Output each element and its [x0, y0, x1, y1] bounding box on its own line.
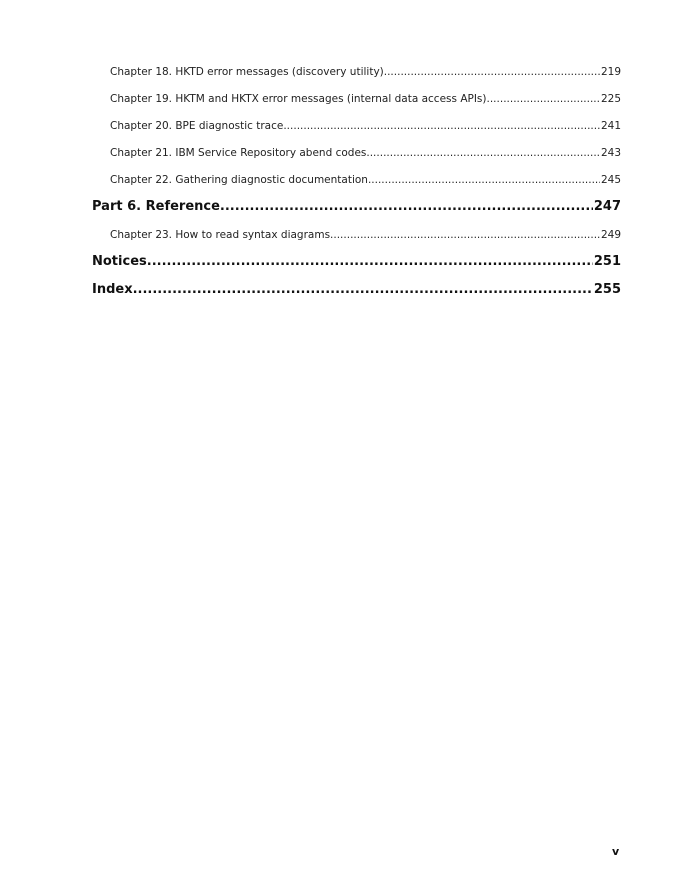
toc-entry-title: Chapter 19. HKTM and HKTX error messages (internal data access APIs): [110, 93, 487, 105]
toc-entry-page: 247: [593, 199, 621, 214]
toc-entry-page: 249: [600, 229, 621, 241]
dot-leader: [368, 170, 600, 190]
dot-leader: [384, 62, 600, 82]
toc-entry-chapter-20[interactable]: [110, 116, 621, 143]
dot-leader: [133, 280, 593, 300]
toc-entry-chapter-23[interactable]: [110, 225, 621, 252]
dot-leader: [330, 225, 600, 245]
table-of-contents: [92, 62, 621, 308]
toc-entry-page: 243: [600, 147, 621, 159]
dot-leader: [487, 89, 600, 109]
dot-leader: [283, 116, 600, 136]
dot-leader: [220, 197, 593, 217]
page-number: v: [612, 845, 620, 858]
toc-entry-index[interactable]: [92, 280, 621, 308]
toc-entry-chapter-19[interactable]: [110, 89, 621, 116]
dot-leader: [147, 252, 593, 272]
toc-entry-page: 219: [600, 66, 621, 78]
toc-entry-title: Chapter 21. IBM Service Repository abend codes: [110, 147, 367, 159]
toc-entry-title: Chapter 20. BPE diagnostic trace: [110, 120, 284, 132]
toc-entry-page: 225: [600, 93, 621, 105]
toc-entry-page: 251: [593, 254, 621, 269]
toc-entry-title: Chapter 23. How to read syntax diagrams: [110, 229, 331, 241]
toc-entry-part-6[interactable]: [92, 197, 621, 225]
toc-entry-title: Notices: [92, 254, 147, 269]
toc-entry-page: 255: [593, 282, 621, 297]
toc-entry-title: Index: [92, 282, 133, 297]
toc-entry-notices[interactable]: [92, 252, 621, 280]
toc-entry-chapter-18[interactable]: [110, 62, 621, 89]
toc-entry-chapter-21[interactable]: [110, 143, 621, 170]
toc-entry-chapter-22[interactable]: [110, 170, 621, 197]
toc-entry-page: 241: [600, 120, 621, 132]
toc-entry-title: Chapter 18. HKTD error messages (discovery utility): [110, 66, 384, 78]
toc-entry-title: Chapter 22. Gathering diagnostic documentation: [110, 174, 368, 186]
toc-entry-title: Part 6. Reference: [92, 199, 220, 214]
dot-leader: [366, 143, 600, 163]
toc-entry-page: 245: [600, 174, 621, 186]
